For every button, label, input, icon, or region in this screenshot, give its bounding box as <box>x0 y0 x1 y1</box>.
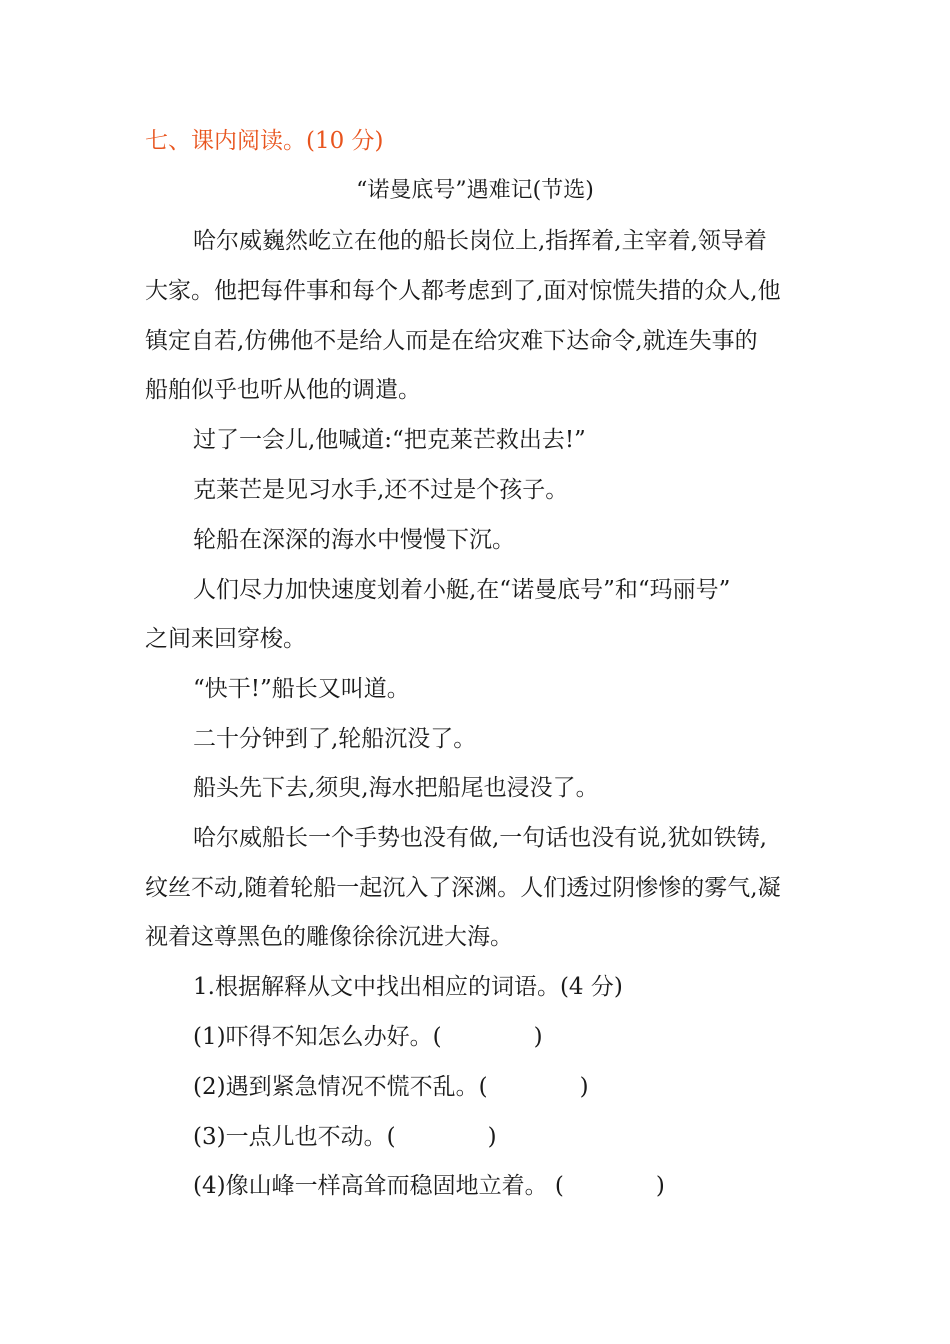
paragraph-1-line-3: 镇定自若,仿佛他不是给人而是在给灾难下达命令,就连失事的 <box>145 328 758 354</box>
paragraph-9-line-1: 哈尔威船长一个手势也没有做,一句话也没有说,犹如铁铸, <box>193 825 767 851</box>
paragraph-5-line-1: 人们尽力加快速度划着小艇,在“诺曼底号”和“玛丽号” <box>193 577 731 603</box>
question-item-2 <box>193 1072 815 1102</box>
question-item-3-text: (3)一点儿也不动。( <box>193 1124 396 1150</box>
question-item-4-text: (4)像山峰一样高耸而稳固地立着。 ( <box>193 1173 564 1199</box>
question-item-1-text: (1)吓得不知怎么办好。( <box>193 1024 442 1050</box>
question-item-2-text: (2)遇到紧急情况不慌不乱。( <box>193 1074 488 1100</box>
question-item-1-close: ) <box>533 1024 543 1050</box>
paragraph-5-line-2: 之间来回穿梭。 <box>145 626 306 652</box>
paragraph-6: “快干!”船长又叫道。 <box>193 676 410 702</box>
question-item-1 <box>193 1022 815 1052</box>
question-item-4-close: ) <box>655 1173 665 1199</box>
paragraph-9-line-2: 纹丝不动,随着轮船一起沉入了深渊。人们透过阴惨惨的雾气,凝 <box>145 875 781 901</box>
question-item-3 <box>193 1122 815 1152</box>
passage-title: “诺曼底号”遇难记(节选) <box>356 178 594 203</box>
paragraph-2: 过了一会儿,他喊道:“把克莱芒救出去!” <box>193 427 586 453</box>
paragraph-9-line-3: 视着这尊黑色的雕像徐徐沉进大海。 <box>145 924 513 950</box>
section-heading: 七、课内阅读。(10 分) <box>145 128 384 154</box>
question-item-2-close: ) <box>579 1074 589 1100</box>
question-prompt: 1.根据解释从文中找出相应的词语。(4 分) <box>193 974 623 1000</box>
question-item-3-close: ) <box>487 1124 497 1150</box>
paragraph-4: 轮船在深深的海水中慢慢下沉。 <box>193 527 515 553</box>
paragraph-1-line-1: 哈尔威巍然屹立在他的船长岗位上,指挥着,主宰着,领导着 <box>193 228 767 254</box>
paragraph-3: 克莱芒是见习水手,还不过是个孩子。 <box>193 477 569 503</box>
question-item-4 <box>193 1171 815 1201</box>
paragraph-1-line-2: 大家。他把每件事和每个人都考虑到了,面对惊慌失措的众人,他 <box>145 278 781 304</box>
paragraph-7: 二十分钟到了,轮船沉没了。 <box>193 726 477 752</box>
paragraph-1-line-4: 船舶似乎也听从他的调遣。 <box>145 377 421 403</box>
paragraph-8: 船头先下去,须臾,海水把船尾也浸没了。 <box>193 775 599 801</box>
